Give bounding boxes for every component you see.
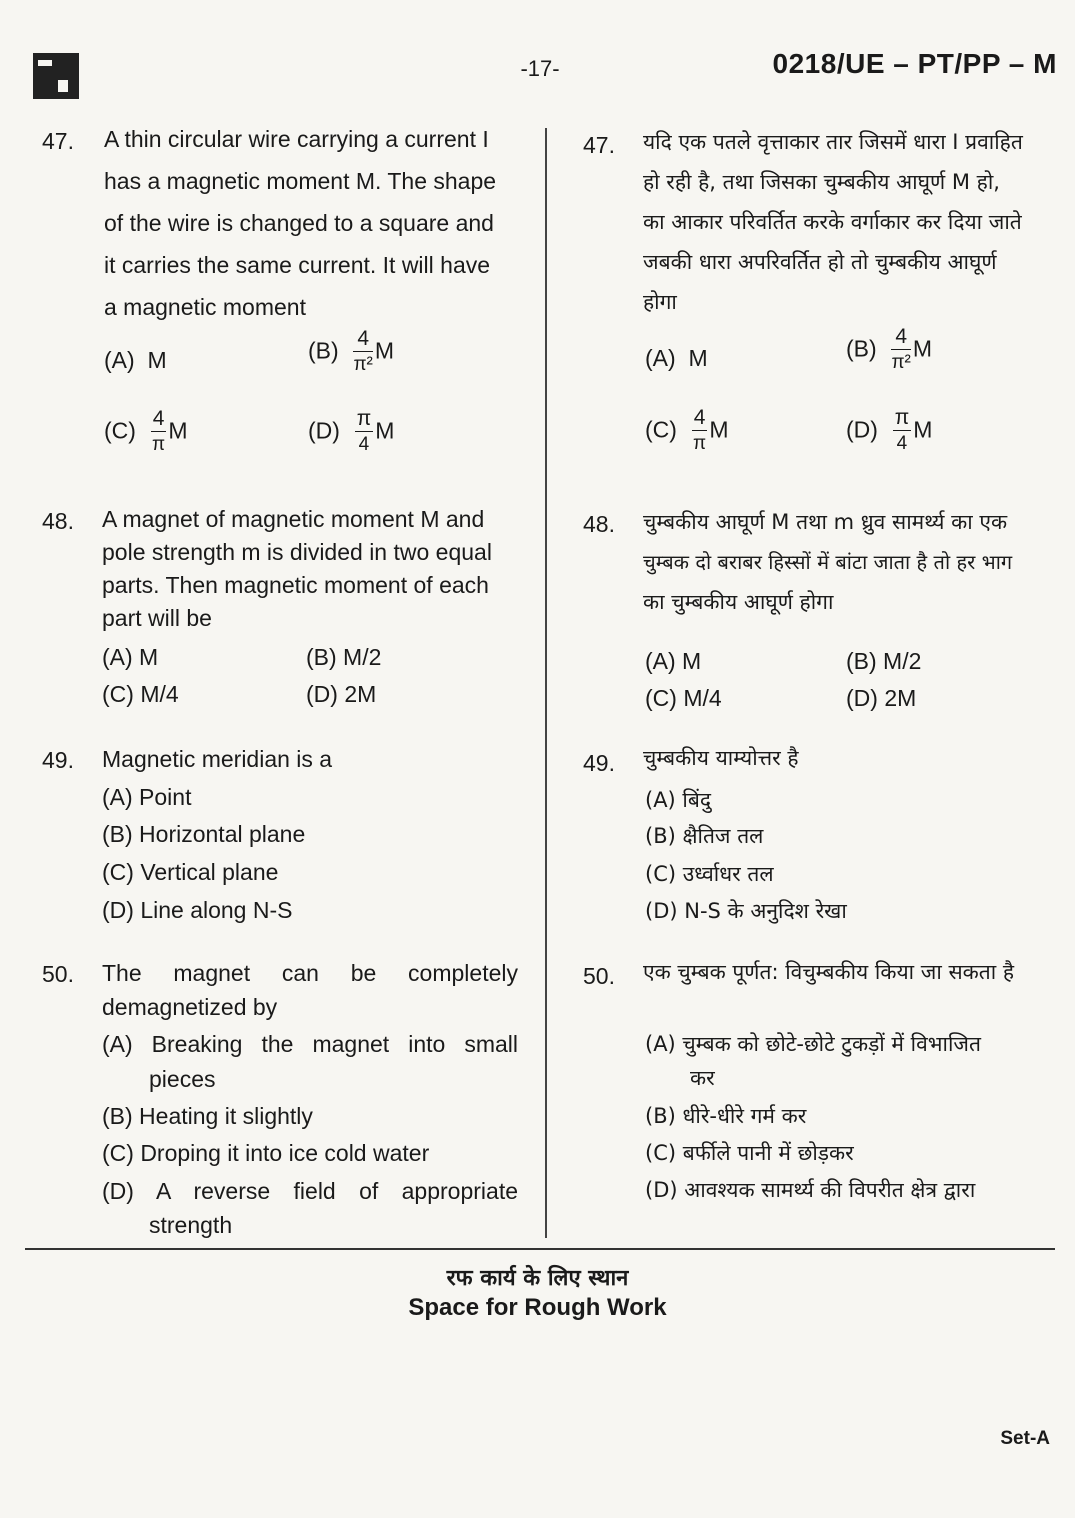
set-label: Set-A [1000, 1428, 1050, 1449]
question-number: 48. [42, 508, 74, 534]
option-c: (C) $\frac{4}{\pi}$ M [104, 407, 188, 455]
option-a-line-1: (A) Breaking the magnet into small [102, 1031, 518, 1057]
question-stem-line-2: demagnetized by [102, 994, 278, 1020]
option-c: (C) बर्फीले पानी में छोड़कर [645, 1141, 854, 1165]
fraction: $\frac{4}{\pi}$ [152, 407, 166, 455]
option-d: (D) 2M [306, 681, 377, 707]
option-c: (C) M/4 [645, 685, 722, 711]
rough-work-heading: Space for Rough Work [408, 1294, 667, 1321]
option-b: (B) Horizontal plane [102, 821, 306, 847]
fraction: $\frac{4}{\text{π²}}$ [891, 325, 911, 373]
option-b: (B) Heating it slightly [102, 1103, 313, 1129]
question-number: 47. [583, 132, 615, 158]
option-a: (A) M [645, 648, 702, 674]
option-c: (C) Droping it into ice cold water [102, 1140, 430, 1166]
page-number: -17- [520, 56, 560, 81]
option-a-line-2: कर [690, 1066, 715, 1090]
qr-code [30, 50, 82, 102]
column-divider [545, 128, 547, 1238]
question-stem: Magnetic meridian is a [102, 746, 333, 772]
option-c: (C) उर्ध्वाधर तल [645, 862, 774, 886]
question-stem: A thin circular wire carrying a current I has a magnetic moment M. The shape of the wire is changed to a square and it carries the same current. It will have a magnetic moment [104, 126, 497, 320]
option-d: (D) 2M [846, 685, 917, 711]
option-c: (C) Vertical plane [102, 859, 279, 885]
option-a: (A) M [645, 345, 708, 371]
option-d: (D) Line along N-S [102, 897, 293, 923]
question-number: 50. [583, 963, 615, 989]
fraction: $\frac{4}{\text{π²}}$ [353, 327, 373, 375]
option-b: (B) M/2 [306, 644, 382, 670]
question-stem-line-1: The magnet can be completely [102, 960, 518, 986]
option-a-line-2: pieces [149, 1066, 216, 1092]
option-d: (D) आवश्यक सामर्थ्य की विपरीत क्षेत्र द्वारा [645, 1178, 976, 1202]
option-c: (C) M/4 [102, 681, 179, 707]
option-d-line-1: (D) A reverse field of appropriate [102, 1178, 518, 1204]
fraction: $\frac{4}{\pi}$ [693, 406, 707, 454]
option-b: (B) $\frac{4}{\text{π²}}$ M [846, 325, 933, 373]
bottom-rule [25, 1248, 1055, 1250]
rough-work-heading-hindi: रफ कार्य के लिए स्थान [446, 1266, 629, 1291]
option-d: (D) N-S के अनुदिश रेखा [645, 899, 847, 923]
option-b: (B) क्षैतिज तल [645, 824, 764, 848]
paper-code: 0218/UE – PT/PP – M [772, 48, 1057, 79]
question-number: 49. [583, 750, 615, 776]
question-number: 50. [42, 961, 74, 987]
question-stem: चुम्बकीय आघूर्ण M तथा m ध्रुव सामर्थ्य का एक चुम्बक दो बराबर हिस्सों में बांटा जाता है तो हर भाग का चुम्बकीय आघूर्ण होगा [643, 510, 1013, 614]
option-b: (B) धीरे-धीरे गर्म कर [645, 1104, 807, 1128]
question-number: 47. [42, 128, 74, 154]
option-d: (D) $\frac{\pi}{4}$ M [308, 407, 395, 455]
option-a: (A) M [104, 347, 167, 373]
option-a-line-1: (A) चुम्बक को छोटे-छोटे टुकड़ों में विभाजित [645, 1032, 981, 1056]
option-a: (A) Point [102, 784, 192, 810]
question-stem: एक चुम्बक पूर्णत: विचुम्बकीय किया जा सकता है [643, 960, 1015, 984]
question-number: 49. [42, 747, 74, 773]
option-a: (A) बिंदु [645, 788, 712, 812]
fraction: $\frac{\pi}{4}$ [894, 406, 910, 454]
option-d: (D) $\frac{\pi}{4}$ M [846, 406, 933, 454]
question-stem: चुम्बकीय याम्योत्तर है [643, 746, 799, 770]
option-c: (C) $\frac{4}{\pi}$ M [645, 406, 729, 454]
option-b: (B) $\frac{4}{\text{π²}}$ M [308, 327, 395, 375]
option-b: (B) M/2 [846, 648, 922, 674]
fraction: $\frac{\pi}{4}$ [356, 407, 372, 455]
question-stem: A magnet of magnetic moment M and pole strength m is divided in two equal parts. Then magnetic moment of each part will be [102, 506, 492, 631]
question-number: 48. [583, 511, 615, 537]
option-d-line-2: strength [149, 1212, 233, 1238]
option-a: (A) M [102, 644, 159, 670]
question-stem: यदि एक पतले वृत्ताकार तार जिसमें धारा I प्रवाहित हो रही है, तथा जिसका चुम्बकीय आघूर्ण M हो, का आकार परिवर्तित करके वर्गाकार कर दिया जाते जबकी धारा अपरिवर्तित हो तो चुम्बकीय आघूर्ण होगा [643, 130, 1023, 314]
